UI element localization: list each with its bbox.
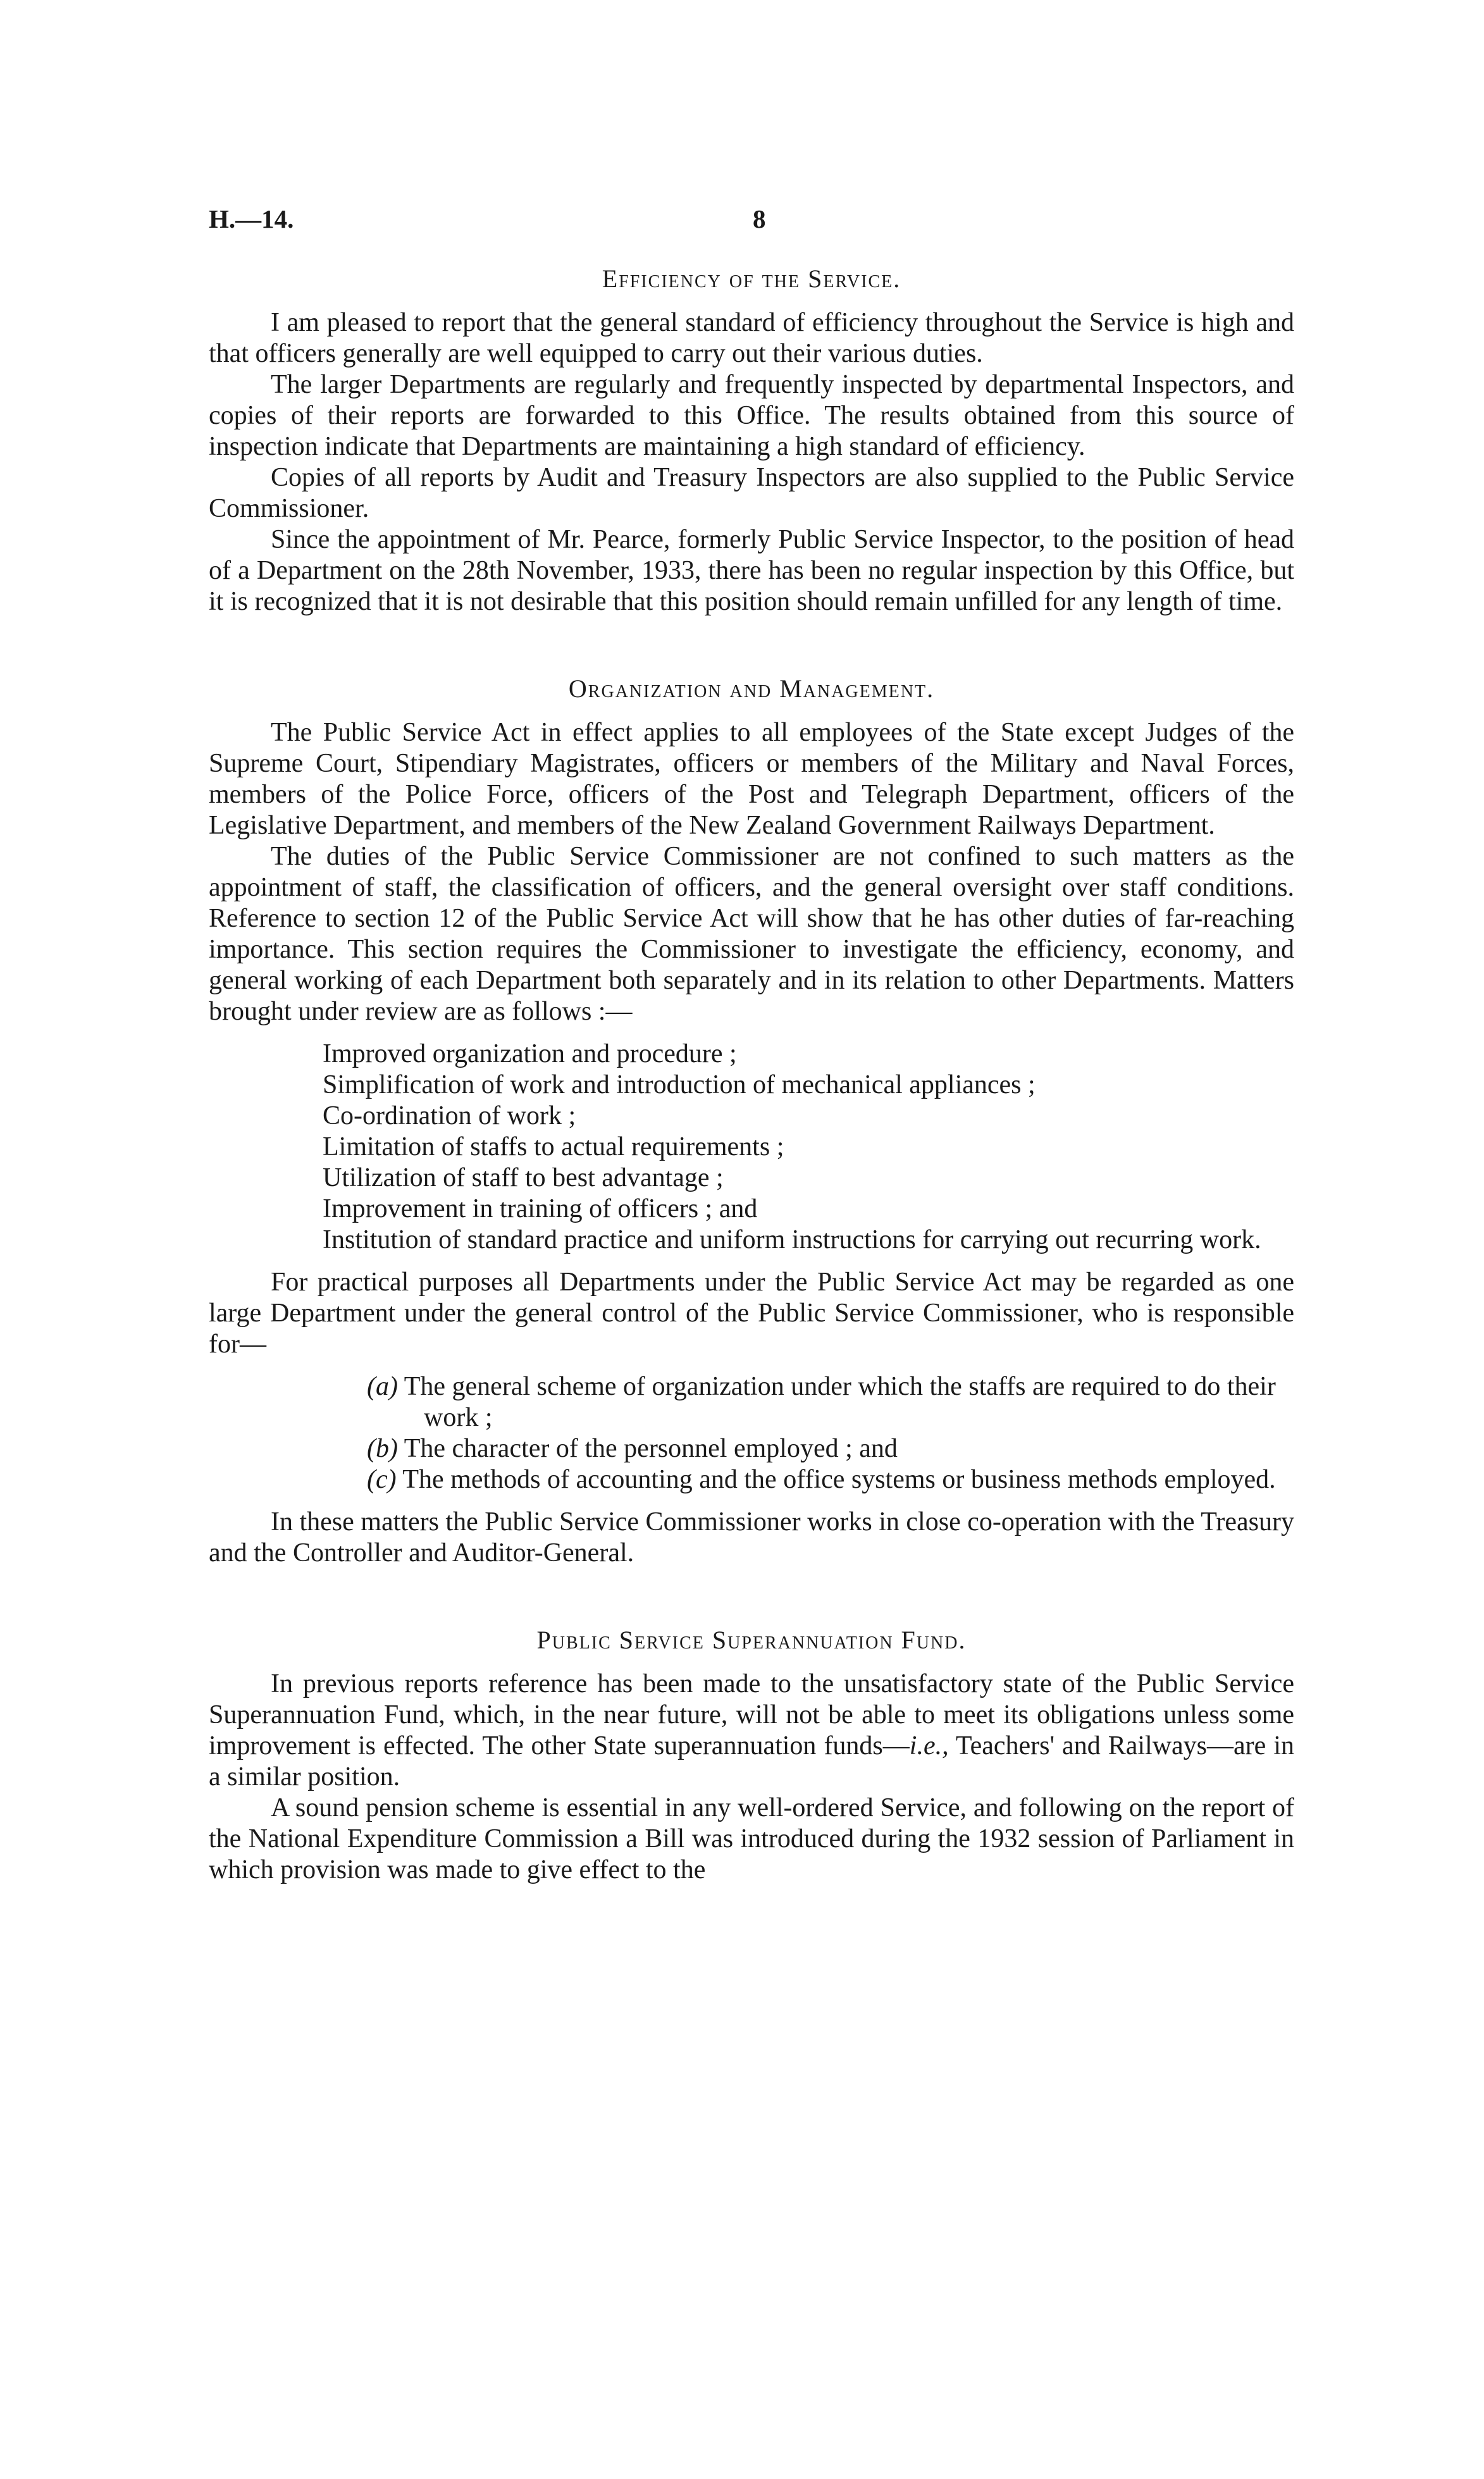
item-text: The methods of accounting and the office systems or business methods employed.: [402, 1465, 1276, 1494]
list-item: Institution of standard practice and uniform instructions for carrying out recurring work.: [323, 1225, 1261, 1254]
list-item: [323, 1464, 1294, 1495]
paragraph: Copies of all reports by Audit and Treasury Inspectors are also supplied to the Public Service Commissioner.: [209, 463, 1294, 523]
list-item: Improvement in training of officers ; and: [323, 1194, 758, 1223]
paragraph: The Public Service Act in effect applies to all employees of the State except Judges of the Supreme Court, Stipendiary Magistrates, officers or members of the Military and Naval Forces, members of the Police Force, officers of the Post and Telegraph Department, officers of the Legislative Department, and members of the New Zealand Government Railways Department.: [209, 718, 1294, 840]
page-body: [209, 263, 1294, 1886]
item-text: The general scheme of organization under which the staffs are required to do their work ;: [404, 1372, 1276, 1432]
text-run: Teachers' and Railways—are in a similar position.: [209, 1731, 1294, 1791]
list-item: Utilization of staff to best advantage ;: [323, 1163, 724, 1192]
paragraph: The larger Departments are regularly and frequently inspected by departmental Inspectors, and copies of their reports are forwarded to this Office. The results obtained from this source of inspection indicate that Departments are maintaining a high standard of efficiency.: [209, 370, 1294, 461]
paragraph: The duties of the Public Service Commissioner are not confined to such matters as the appointment of staff, the classification of officers, and the general oversight over staff conditions. Reference to section 12 of the Public Service Act will show that he has other duties of far-reaching importance. This section requires the Commissioner to investigate the efficiency, economy, and general working of each Department both separately and in its relation to other Departments. Matters brought under review are as follows :—: [209, 842, 1294, 1026]
item-marker: (a): [367, 1372, 398, 1401]
item-marker: (b): [367, 1434, 398, 1463]
paragraph: A sound pension scheme is essential in any well-ordered Service, and following on the report of the National Expenditure Commission a Bill was introduced during the 1932 session of Parliament in which provision was made to give effect to the: [209, 1793, 1294, 1884]
paragraph: Since the appointment of Mr. Pearce, formerly Public Service Inspector, to the position of head of a Department on the 28th November, 1933, there has been no regular inspection by this Office, but it is recognized that it is not desirable that this position should remain unfilled for any length of time.: [209, 525, 1294, 616]
list-item: Co-ordination of work ;: [323, 1101, 576, 1130]
list-item: Simplification of work and introduction of mechanical appliances ;: [323, 1070, 1036, 1099]
section-heading-efficiency: Efficiency of the Service.: [602, 264, 901, 293]
list-item: [323, 1433, 1294, 1464]
responsibilities-list: [323, 1371, 1294, 1495]
paragraph: For practical purposes all Departments under the Public Service Act may be regarded as one large Department under the general control of the Public Service Commissioner, who is responsible for—: [209, 1268, 1294, 1359]
italic-text: i.e.,: [909, 1731, 949, 1760]
list-item: [323, 1371, 1294, 1433]
paragraph: In these matters the Public Service Commissioner works in close co-operation with the Treasury and the Controller and Auditor-General.: [209, 1507, 1294, 1567]
section-heading-superannuation: Public Service Superannuation Fund.: [536, 1626, 967, 1654]
item-marker: (c): [367, 1465, 397, 1494]
list-item: Improved organization and procedure ;: [323, 1039, 737, 1068]
page-header: [209, 204, 1294, 242]
item-text: The character of the personnel employed ; and: [404, 1434, 898, 1463]
section-heading-organization: Organization and Management.: [568, 674, 935, 703]
paragraph: I am pleased to report that the general standard of efficiency throughout the Service is high and that officers generally are well equipped to carry out their various duties.: [209, 308, 1294, 368]
list-item: Limitation of staffs to actual requirements ;: [323, 1132, 784, 1161]
page-number: 8: [753, 204, 766, 233]
review-matters-list: [323, 1039, 1294, 1256]
document-reference: H.—14.: [209, 204, 294, 233]
paragraph: [209, 1669, 1294, 1793]
text-run: In previous reports reference has been made to the unsatisfactory state of the Public Service Superannuation Fund, which, in the near future, will not be able to meet its obligations unless some improvement is effected. The other State superannuation funds—: [209, 1669, 1294, 1760]
